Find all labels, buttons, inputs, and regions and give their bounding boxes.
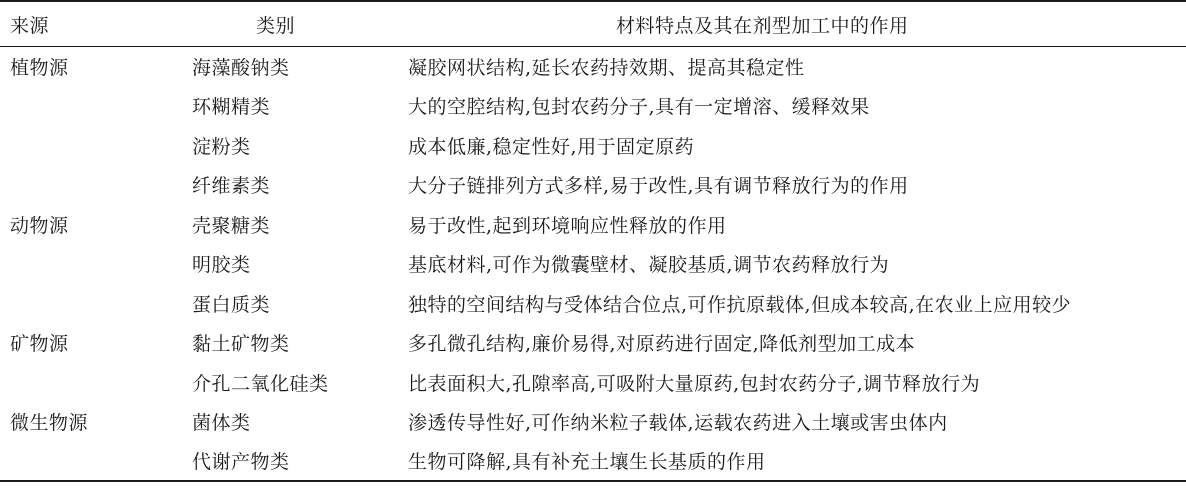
- cell-description: 成本低廉,稳定性好,用于固定原药: [408, 135, 695, 158]
- cell-source: 微生物源: [10, 412, 89, 435]
- cell-category: 蛋白质类: [192, 293, 271, 316]
- cell-source: [0, 363, 180, 403]
- cell-description: 生物可降解,具有补充土壤生长基质的作用: [408, 451, 766, 474]
- table-row: [0, 86, 1186, 126]
- cell-category: 代谢产物类: [192, 451, 290, 474]
- cell-category: 海藻酸钠类: [192, 57, 290, 79]
- table-row: [0, 402, 1186, 442]
- cell-description: 大的空腔结构,包封农药分子,具有一定增溶、缓释效果: [408, 96, 870, 119]
- table-row: [0, 363, 1186, 403]
- table-row: [0, 284, 1186, 324]
- table-row: [0, 205, 1186, 245]
- cell-source: [0, 284, 180, 324]
- table-row: [0, 323, 1186, 363]
- header-description: 材料特点及其在剂型加工中的作用: [616, 14, 909, 37]
- cell-description: 凝胶网状结构,延长农药持效期、提高其稳定性: [408, 57, 805, 79]
- table-body: [0, 47, 1186, 482]
- table-header: [0, 1, 1186, 47]
- cell-source: 动物源: [10, 214, 69, 237]
- cell-description: 渗透传导性好,可作纳米粒子载体,运载农药进入土壤或害虫体内: [408, 412, 948, 435]
- cell-description: 多孔微孔结构,廉价易得,对原药进行固定,降低剂型加工成本: [408, 333, 916, 356]
- cell-source: 植物源: [10, 57, 69, 79]
- cell-description: 基底材料,可作为微囊壁材、凝胶基质,调节农药释放行为: [408, 254, 890, 277]
- table-row: [0, 442, 1186, 482]
- cell-source: [0, 244, 180, 284]
- cell-description: 大分子链排列方式多样,易于改性,具有调节释放行为的作用: [408, 175, 909, 198]
- cell-category: 菌体类: [192, 412, 251, 435]
- header-row: [0, 1, 1186, 47]
- table-row: [0, 165, 1186, 205]
- cell-source: [0, 165, 180, 205]
- cell-category: 环糊精类: [192, 96, 271, 119]
- cell-category: 介孔二氧化硅类: [192, 372, 329, 395]
- cell-description: 易于改性,起到环境响应性释放的作用: [408, 214, 727, 237]
- table-row: [0, 47, 1186, 87]
- cell-description: 比表面积大,孔隙率高,可吸附大量原药,包封农药分子,调节释放行为: [408, 372, 981, 395]
- cell-category: 淀粉类: [192, 135, 251, 158]
- cell-source: [0, 86, 180, 126]
- cell-source: 矿物源: [10, 333, 69, 356]
- header-category: 类别: [256, 14, 296, 37]
- table-row: [0, 244, 1186, 284]
- cell-category: 纤维素类: [192, 175, 271, 198]
- cell-source: [0, 126, 180, 166]
- cell-source: [0, 442, 180, 482]
- cell-category: 明胶类: [192, 254, 251, 277]
- cell-description: 独特的空间结构与受体结合位点,可作抗原载体,但成本较高,在农业上应用较少: [408, 293, 1072, 316]
- header-source: 来源: [10, 14, 50, 37]
- cell-category: 壳聚糖类: [192, 214, 271, 237]
- table-row: [0, 126, 1186, 166]
- cell-category: 黏土矿物类: [192, 333, 290, 356]
